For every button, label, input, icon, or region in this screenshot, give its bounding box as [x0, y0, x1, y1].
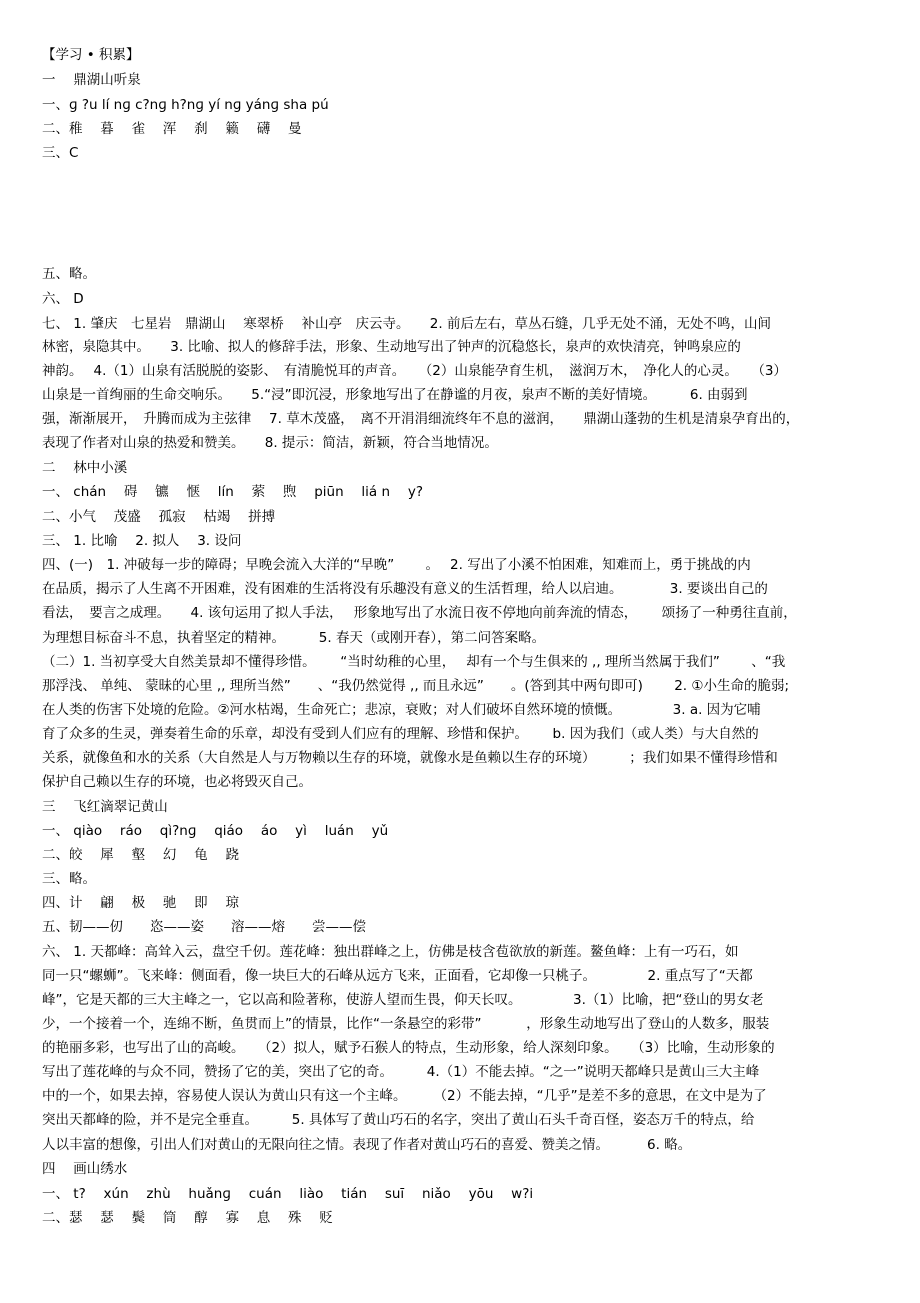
text-line: 七、 1. 肇庆 七星岩 鼎湖山 寒翠桥 补山亭 庆云寺。 2. 前后左右，草丛石缝，几乎无处不涌，无处不鸣，山间	[42, 316, 771, 332]
text-line: 二、稚 暮 雀 浑 刹 籁 礴 曼	[42, 121, 302, 137]
header-title: 【学习 • 积累】	[42, 47, 140, 63]
text-line: 表现了作者对山泉的热爱和赞美。 8. 提示：简洁，新颖，符合当地情况。	[42, 435, 498, 451]
text-line: 那浮浅、 单纯、 蒙昧的心里 ,, 理所当然” 、“我仍然觉得 ,, 而且永远” 。(答到其中两句即可) 2. ①小生命的脆弱;	[42, 678, 790, 694]
text-line: 四、计 翩 极 驰 即 琼	[42, 895, 239, 911]
text-line: （二）1. 当初享受大自然美景却不懂得珍惜。 “当时幼稚的心里， 却有一个与生俱来的 ,, 理所当然属于我们” 、“我	[42, 654, 786, 670]
text-line: 突出天都峰的险，并不是完全垂直。 5. 具体写了黄山巧石的名字，突出了黄山石头千奇百怪，姿态万千的特点，给	[42, 1112, 755, 1128]
text-line: 六、 1. 天都峰：高耸入云，盘空千仞。莲花峰：独出群峰之上，仿佛是枝含苞欲放的新莲。鳌鱼峰：上有一巧石，如	[42, 944, 739, 960]
text-line: 关系，就像鱼和水的关系（大自然是人与万物赖以生存的环境，就像水是鱼赖以生存的环境） ；我们如果不懂得珍惜和	[42, 750, 778, 766]
section-3-title: 三 飞红滴翠记黄山	[42, 799, 168, 815]
text-line: 中的一个，如果去掉，容易使人误认为黄山只有这一个主峰。 （2）不能去掉，“几乎”是差不多的意思，在文中是为了	[42, 1088, 767, 1104]
text-line: 五、韧——仞 恣——姿 溶——熔 尝——偿	[42, 919, 366, 935]
text-line: 一、 qiào ráo qì?nɡ qiáo áo yì luán yǔ	[42, 823, 389, 839]
text-line: 二、小气 茂盛 孤寂 枯竭 拼搏	[42, 509, 276, 525]
text-line: 六、 D	[42, 291, 84, 307]
text-line: 三、C	[42, 145, 79, 161]
text-line: 保护自己赖以生存的环境，也必将毁灭自己。	[42, 774, 312, 790]
text-line: 的艳丽多彩，也写出了山的高峻。 （2）拟人，赋予石猴人的特点，生动形象，给人深刻印象。 （3）比喻，生动形象的	[42, 1040, 775, 1056]
text-line: 同一只“螺蛳”。飞来峰：侧面看，像一块巨大的石峰从远方飞来，正面看，它却像一只桃子。 2. 重点写了“天都	[42, 968, 753, 984]
text-line: 一、ɡ ?u lí nɡ c?nɡ h?nɡ yí nɡ yánɡ sha pú	[42, 97, 329, 113]
text-line: 一、 t? xún zhù huǎnɡ cuán liào tián suī niǎo yōu w?i	[42, 1186, 534, 1202]
text-line: 在人类的伤害下处境的危险。②河水枯竭，生命死亡；悲凉，衰败；对人们破坏自然环境的愤慨。 3. a. 因为它哺	[42, 702, 761, 718]
text-line: 二、皎 犀 壑 幻 龟 跷	[42, 847, 239, 863]
section-2-title: 二 林中小溪	[42, 460, 128, 476]
text-line: 二、瑟 瑟 鬓 筒 醇 寡 息 殊 贬	[42, 1210, 333, 1226]
text-line: 山泉是一首绚丽的生命交响乐。 5.“浸”即沉浸，形象地写出了在静谧的月夜，泉声不断的美好情境。 6. 由弱到	[42, 387, 748, 403]
text-line: 为理想目标奋斗不息，执着坚定的精神。 5. 春天（或刚开春），第二问答案略。	[42, 630, 546, 646]
text-line: 少，一个接着一个，连绵不断，鱼贯而上”的情景，比作“一条悬空的彩带” ，形象生动地写出了登山的人数多，服装	[42, 1016, 770, 1032]
text-line: 人以丰富的想像，引出人们对黄山的无限向往之情。表现了作者对黄山巧石的喜爱、赞美之情。 6. 略。	[42, 1137, 692, 1153]
text-line: 强，渐渐展开， 升腾而成为主弦律 7. 草木茂盛， 离不开涓涓细流终年不息的滋润， 鼎湖山蓬勃的生机是清泉孕育出的，	[42, 411, 800, 427]
text-line: 五、略。	[42, 266, 96, 282]
text-line: 林密，泉隐其中。 3. 比喻、拟人的修辞手法，形象、生动地写出了钟声的沉稳悠长，泉声的欢快清亮，钟鸣泉应的	[42, 339, 741, 355]
text-line: 三、略。	[42, 871, 96, 887]
text-line: 三、 1. 比喻 2. 拟人 3. 设问	[42, 533, 242, 549]
section-4-title: 四 画山绣水	[42, 1161, 128, 1177]
text-line: 神韵。 4.（1）山泉有活脱脱的姿影、 有清脆悦耳的声音。 （2）山泉能孕育生机， 滋润万木， 净化人的心灵。 （3）	[42, 363, 787, 379]
text-line: 在品质，揭示了人生离不开困难，没有困难的生活将没有乐趣没有意义的生活哲理，给人以启迪。 3. 要谈出自己的	[42, 581, 768, 597]
text-line: 写出了莲花峰的与众不同，赞扬了它的美，突出了它的奇。 4.（1）不能去掉。“之一”说明天都峰只是黄山三大主峰	[42, 1064, 760, 1080]
text-line: 四、(一) 1. 冲破每一步的障碍；早晚会流入大洋的“早晚” 。 2. 写出了小溪不怕困难，知难而上，勇于挑战的内	[42, 557, 751, 573]
text-line: 育了众多的生灵，弹奏着生命的乐章，却没有受到人们应有的理解、珍惜和保护。 b. 因为我们（或人类）与大自然的	[42, 726, 759, 742]
text-line: 峰”，它是天都的三大主峰之一，它以高和险著称，使游人望而生畏，仰天长叹。 3.（1）比喻，把“登山的男女老	[42, 992, 764, 1008]
text-line: 看法， 要言之成理。 4. 该句运用了拟人手法， 形象地写出了水流日夜不停地向前奔流的情态， 颂扬了一种勇往直前，	[42, 605, 797, 621]
text-line: 一、 chán 碍 镳 惬 lín 萦 煦 piūn liá n y?	[42, 484, 423, 500]
section-1-title: 一 鼎湖山听泉	[42, 72, 141, 88]
